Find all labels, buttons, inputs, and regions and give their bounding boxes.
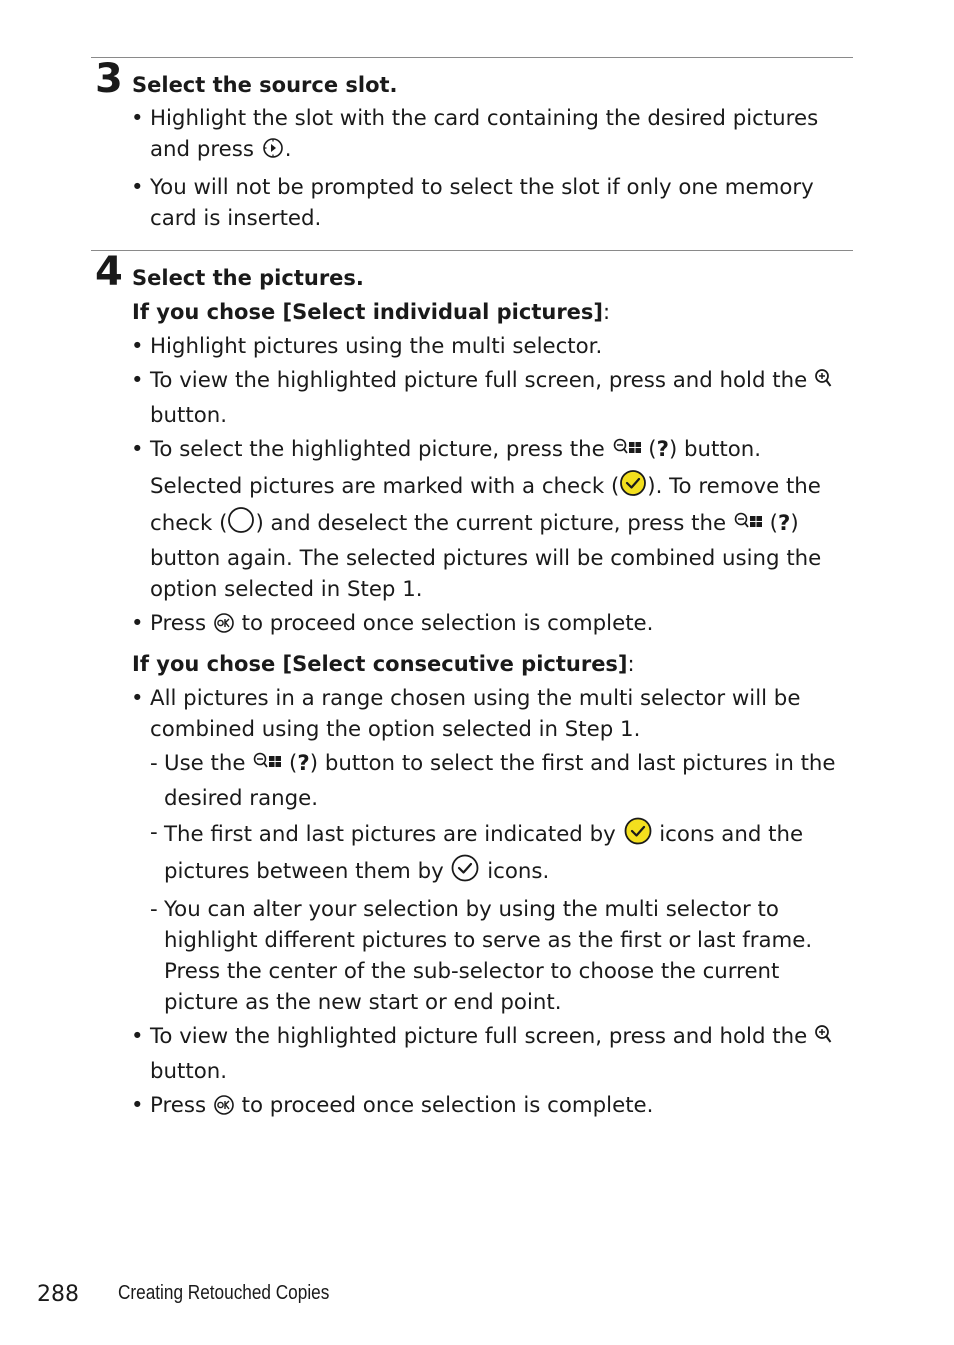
dash: - xyxy=(150,820,158,845)
step-4-title: Select the pictures. xyxy=(132,266,364,290)
list-item: • Highlight pictures using the multi selector. xyxy=(131,331,851,362)
list-item: • To select the highlighted picture, press the (?) button. Selected pictures are marked with a check ( ). To remove the check ( ) and deselect the current picture, press the (?) button again. The selected pictures will be combined using the option selected in Step 1. xyxy=(131,434,851,605)
sub-list-item: - You can alter your selection by using the multi selector to highlight different pictures to serve as the first or last frame. Press the center of the sub-selector to choose the current picture as the new start or end point. xyxy=(150,894,851,1018)
bullet: • xyxy=(131,437,144,462)
zoom-in-icon xyxy=(814,367,832,400)
step-3-number: 3 xyxy=(95,56,123,102)
sub-list-item: - Use the (?) button to select the first and last pictures in the desired range. xyxy=(150,748,851,814)
list-item: • Press to proceed once selection is complete. xyxy=(131,1090,851,1125)
check-filled-icon xyxy=(619,469,647,506)
sub-list-item: - The first and last pictures are indicated by icons and the pictures between them by icons. xyxy=(150,817,851,891)
question-icon: ? xyxy=(656,437,669,462)
step-3-rule xyxy=(91,57,853,58)
section-title: Creating Retouched Copies xyxy=(118,1282,330,1304)
sub-list xyxy=(150,748,851,1018)
bullet: • xyxy=(131,686,144,711)
list-item: • You will not be prompted to select the slot if only one memory card is inserted. xyxy=(131,172,851,234)
zoom-in-icon xyxy=(814,1023,832,1056)
bullet: • xyxy=(131,611,144,636)
check-filled-icon xyxy=(623,817,653,854)
multi-selector-right-icon xyxy=(261,136,285,169)
bullet: • xyxy=(131,175,144,200)
thumbnail-zoom-out-icon xyxy=(612,436,642,469)
step-4-rule xyxy=(91,250,853,251)
page-number: 288 xyxy=(37,1282,79,1307)
ok-button-icon xyxy=(213,612,235,643)
list-item: • Press to proceed once selection is complete. xyxy=(131,608,851,643)
list-item: • To view the highlighted picture full screen, press and hold the button. xyxy=(131,365,851,431)
bullet: • xyxy=(131,1024,144,1049)
consecutive-pictures-list xyxy=(131,683,851,1128)
question-icon: ? xyxy=(777,511,791,536)
consecutive-pictures-heading: If you chose [Select consecutive pictures]: xyxy=(132,652,635,676)
step-4-number: 4 xyxy=(95,249,123,295)
bullet: • xyxy=(131,334,144,359)
list-item: • Highlight the slot with the card containing the desired pictures and press . xyxy=(131,103,851,169)
check-empty-circle-icon xyxy=(227,506,255,543)
individual-pictures-list xyxy=(131,331,851,646)
dash: - xyxy=(150,897,158,922)
thumbnail-zoom-out-icon xyxy=(252,750,282,783)
bullet: • xyxy=(131,1093,144,1118)
bullet: • xyxy=(131,368,144,393)
ok-button-icon xyxy=(213,1094,235,1125)
bullet: • xyxy=(131,106,144,131)
individual-pictures-heading: If you chose [Select individual pictures]: xyxy=(132,300,611,324)
question-icon: ? xyxy=(297,751,310,776)
list-item: • All pictures in a range chosen using the multi selector will be combined using the option selected in Step 1. - Use the (?) button to select the first and last pictures in the desired range. - The first and last pictures are indicated by icons and the pictures between them by icons. - You can alter your selection by using the multi selector to highlight different pictures to serve as the first or last frame. Press the center of the sub-selector to choose the current picture as the new start or end point. xyxy=(131,683,851,1018)
thumbnail-zoom-out-icon xyxy=(733,510,763,543)
check-outline-icon xyxy=(450,854,480,891)
dash: - xyxy=(150,751,158,776)
step-3-bullet-list xyxy=(131,103,851,237)
step-3-title: Select the source slot. xyxy=(132,73,398,97)
list-item: • To view the highlighted picture full screen, press and hold the button. xyxy=(131,1021,851,1087)
